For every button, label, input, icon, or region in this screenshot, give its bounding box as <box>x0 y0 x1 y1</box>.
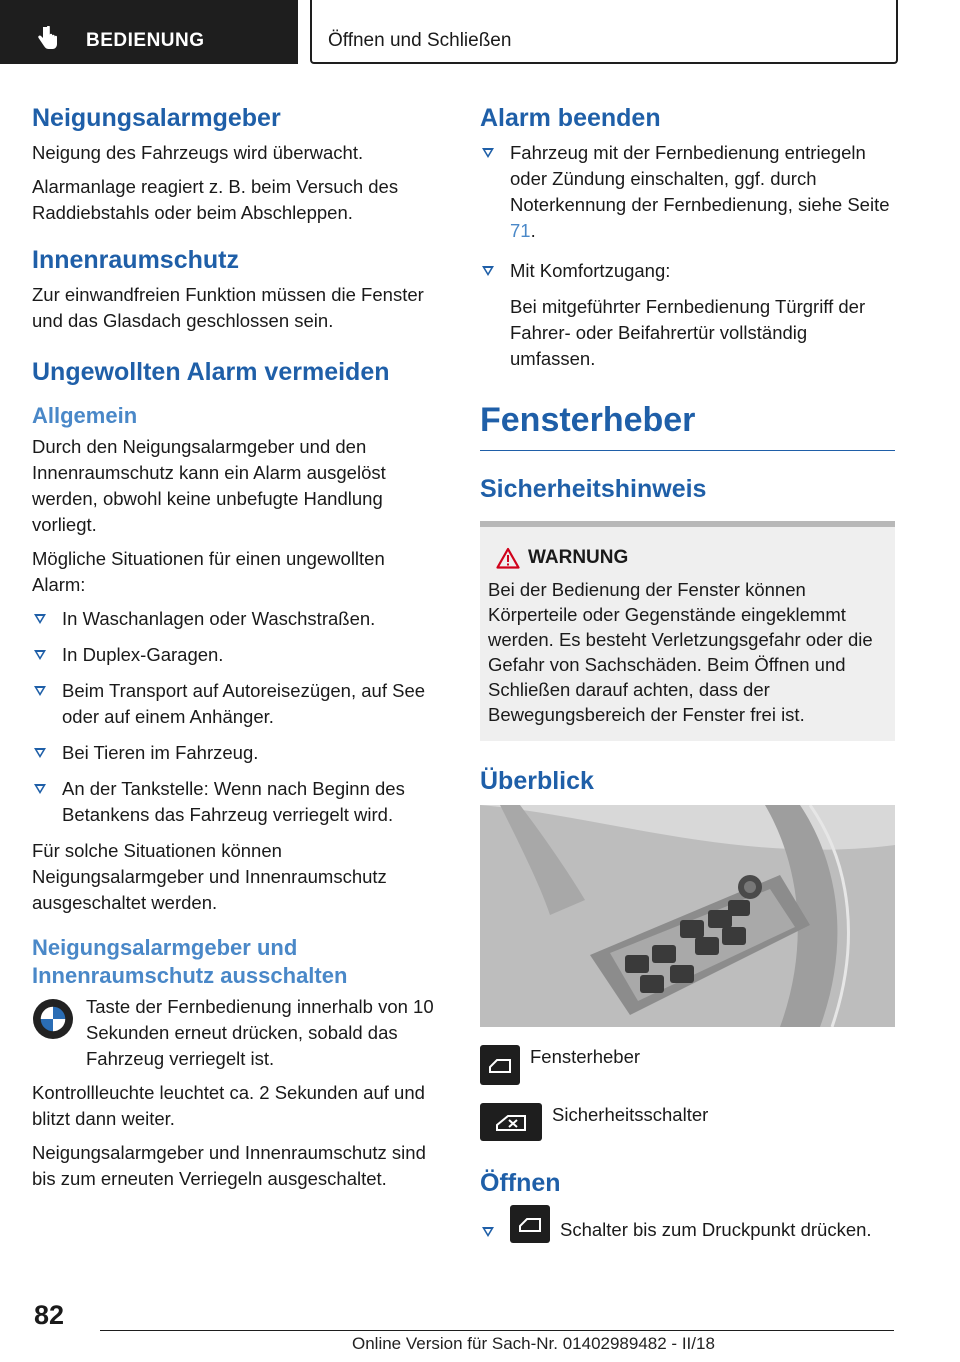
list-item: Mit Komfortzugang: Bei mitgeführter Fernbedienung Türgriff der Fahrer- oder Beifahrertür vollständig umfassen. <box>480 258 895 372</box>
list-item: In Duplex-Garagen. <box>32 642 440 668</box>
page-link[interactable]: 71 <box>510 220 531 241</box>
paragraph: Neigungsalarmgeber und Innenraumschutz sind bis zum erneuten Verriegeln ausgeschaltet. <box>32 1142 426 1189</box>
legend-label: Fensterheber <box>530 1046 641 1067</box>
list-item: Beim Transport auf Autoreisezügen, auf See oder auf einem Anhänger. <box>32 678 440 730</box>
paragraph: Durch den Neigungsalarmgeber und den Innenraumschutz kann ein Alarm ausgelöst werden, obwohl keine unbefugte Handlung vorliegt. <box>32 436 386 535</box>
heading-allgemein: Allgemein <box>32 403 138 428</box>
triangle-bullet-icon <box>482 266 494 276</box>
heading-ueberblick: Überblick <box>480 767 594 795</box>
heading-fensterheber: Fensterheber <box>480 398 895 451</box>
footer-divider <box>100 1330 894 1331</box>
chapter-title-box <box>310 0 898 64</box>
list-item: Fahrzeug mit der Fernbedienung entriegeln oder Zündung einschalten, ggf. durch Noterkennung der Fernbedienung, siehe Seite 71. <box>480 140 895 244</box>
oeffnen-steps-list <box>480 1205 895 1243</box>
chapter-title: Öffnen und Schließen <box>328 30 512 51</box>
paragraph: Alarmanlage reagiert z. B. beim Versuch des Raddiebstahls oder beim Abschleppen. <box>32 176 399 223</box>
list-item: Bei Tieren im Fahrzeug. <box>32 740 440 766</box>
section-tab-label: BEDIENUNG <box>86 30 205 51</box>
triangle-bullet-icon <box>482 148 494 158</box>
heading-ausschalten: Neigungsalarmgeber und Innenraumschutz ausschalten <box>32 935 348 988</box>
window-switch-icon <box>510 1205 550 1243</box>
heading-sicherheitshinweis: Sicherheitshinweis <box>480 475 707 503</box>
triangle-bullet-icon <box>34 614 46 624</box>
paragraph: Kontrollleuchte leuchtet ca. 2 Sekunden auf und blitzt dann weiter. <box>32 1082 425 1129</box>
page-number: 82 <box>34 1300 65 1330</box>
warning-triangle-icon <box>496 547 520 569</box>
paragraph: Neigung des Fahrzeugs wird überwacht. <box>32 142 364 163</box>
situations-list <box>32 606 440 828</box>
hand-pointer-icon <box>36 26 58 50</box>
warning-title: WARNUNG <box>528 547 629 568</box>
warning-box <box>480 521 895 741</box>
safety-switch-icon <box>480 1103 542 1141</box>
heading-alarm-beenden: Alarm beenden <box>480 104 661 132</box>
bmw-key-button-icon <box>32 998 74 1040</box>
legend-fensterheber <box>480 1045 895 1085</box>
bmw-key-row <box>32 994 440 1072</box>
list-item: In Waschanlagen oder Waschstraßen. <box>32 606 440 632</box>
heading-innenraumschutz: Innenraumschutz <box>32 246 239 274</box>
section-tab <box>0 0 298 64</box>
paragraph: Taste der Fernbedienung innerhalb von 10 Sekunden erneut drücken, sobald das Fahrzeug verriegelt ist. <box>86 996 434 1069</box>
triangle-bullet-icon <box>482 1227 494 1237</box>
triangle-bullet-icon <box>34 748 46 758</box>
legend-label: Sicherheitsschalter <box>552 1104 709 1125</box>
list-item: An der Tankstelle: Wenn nach Beginn des Betankens das Fahrzeug verriegelt wird. <box>32 776 440 828</box>
heading-oeffnen: Öffnen <box>480 1169 561 1197</box>
window-switch-icon <box>480 1045 520 1085</box>
triangle-bullet-icon <box>34 784 46 794</box>
triangle-bullet-icon <box>34 686 46 696</box>
heading-ungewollten-alarm: Ungewollten Alarm vermeiden <box>32 358 390 386</box>
door-panel-photo <box>480 805 895 1027</box>
left-column <box>32 102 440 1200</box>
alarm-steps-list <box>480 140 895 372</box>
footer-note: Online Version für Sach-Nr. 01402989482 - II/18 <box>352 1334 715 1353</box>
list-item: Schalter bis zum Druckpunkt drücken. <box>480 1205 895 1243</box>
paragraph: Mögliche Situationen für einen ungewollten Alarm: <box>32 548 385 595</box>
legend-sicherheitsschalter <box>480 1103 895 1141</box>
paragraph: Zur einwandfreien Funktion müssen die Fenster und das Glasdach geschlossen sein. <box>32 284 424 331</box>
triangle-bullet-icon <box>34 650 46 660</box>
paragraph: Für solche Situationen können Neigungsalarmgeber und Innenraumschutz ausgeschaltet werden. <box>32 840 387 913</box>
warning-text: Bei der Bedienung der Fenster können Körperteile oder Gegenstände eingeklemmt werden. Es besteht Verletzungsgefahr oder die Gefahr von Sachschäden. Beim Öffnen und Schließen darauf achten, dass der Bewegungsbereich der Fenster frei ist. <box>488 579 873 725</box>
heading-neigungsalarmgeber: Neigungsalarmgeber <box>32 104 281 132</box>
right-column <box>480 102 895 1253</box>
